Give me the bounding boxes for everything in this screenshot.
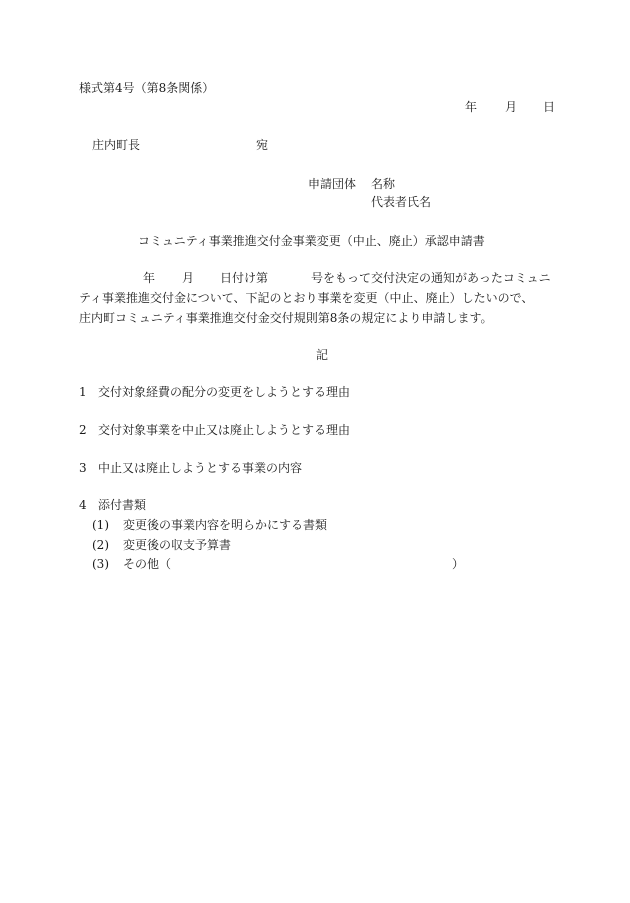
ki-heading: 記 <box>316 348 329 362</box>
attachment-number: (2) <box>92 538 109 552</box>
item-number: 1 <box>79 385 87 399</box>
addressee-name: 庄内町長 <box>92 138 141 152</box>
date-month-label: 月 <box>505 100 518 114</box>
date-year-label: 年 <box>465 100 478 114</box>
body-date-ref: 日付け第 <box>220 271 269 285</box>
attachment-number: (1) <box>92 518 109 532</box>
form-number: 様式第4号（第8条関係） <box>79 81 215 95</box>
item-text: 添付書類 <box>98 498 147 512</box>
addressee-suffix: 宛 <box>256 138 269 152</box>
item-text: 交付対象事業を中止又は廃止しようとする理由 <box>98 423 351 437</box>
applicant-group-label: 申請団体 <box>308 177 357 191</box>
attachment-text: 変更後の収支予算書 <box>123 538 232 552</box>
date-day-label: 日 <box>543 100 556 114</box>
attachment-number: (3) <box>92 557 109 571</box>
body-month: 月 <box>182 271 195 285</box>
item-text: 交付対象経費の配分の変更をしようとする理由 <box>98 385 351 399</box>
attachment-text: 変更後の事業内容を明らかにする書類 <box>123 518 328 532</box>
item-number: 4 <box>79 498 87 512</box>
body-line-3: 庄内町コミュニティ事業推進交付金交付規則第8条の規定により申請します。 <box>79 311 493 325</box>
body-line-2: ティ事業推進交付金について、下記のとおり事業を変更（中止、廃止）したいので、 <box>79 291 534 305</box>
body-year: 年 <box>143 271 156 285</box>
attachment-close-paren: ） <box>452 557 465 571</box>
body-line1-tail: 号をもって交付決定の通知があったコミュニ <box>311 271 551 285</box>
applicant-name-label: 名称 <box>371 177 396 191</box>
applicant-rep-label: 代表者氏名 <box>371 195 432 209</box>
item-number: 3 <box>79 461 87 475</box>
item-text: 中止又は廃止しようとする事業の内容 <box>98 461 303 475</box>
item-number: 2 <box>79 423 87 437</box>
attachment-text: その他（ <box>123 557 172 571</box>
document-title: コミュニティ事業推進交付金事業変更（中止、廃止）承認申請書 <box>138 234 485 248</box>
